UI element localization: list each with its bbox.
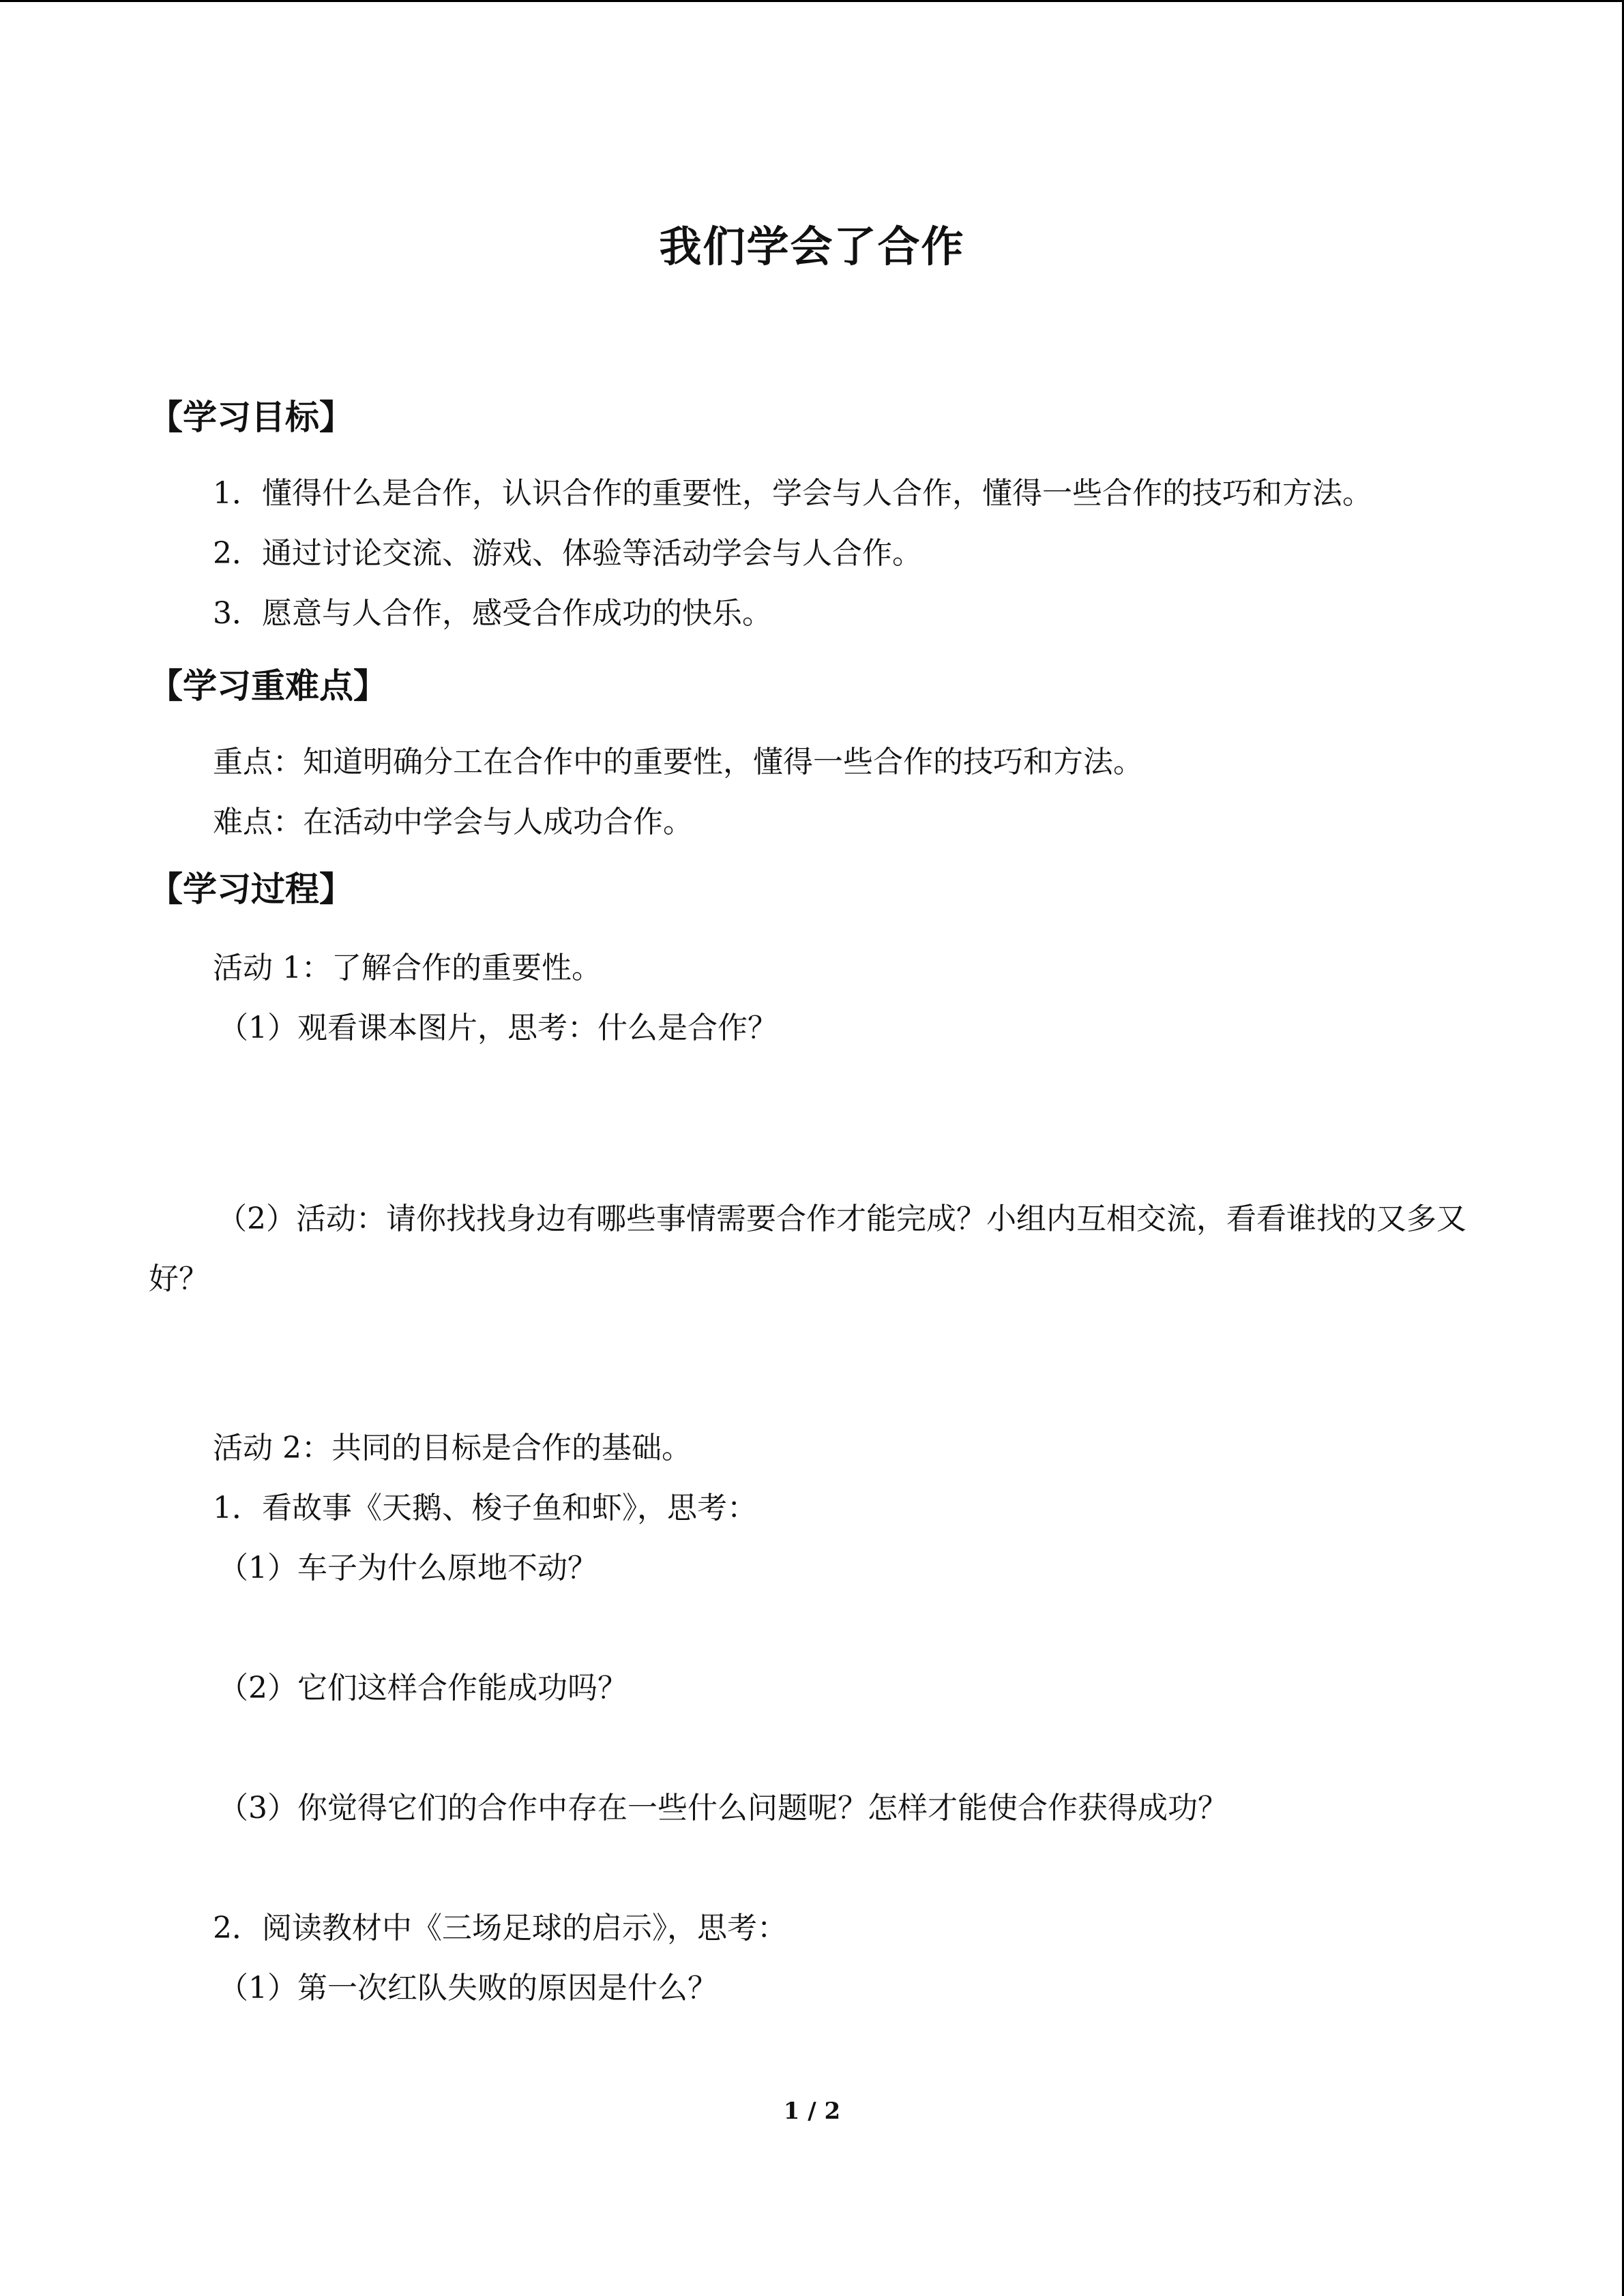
story-1-question-1: （1）车子为什么原地不动？ [218,1551,597,1585]
activity-2-title: 活动 2：共同的目标是合作的基础。 [213,1431,692,1465]
activity-1-question-2: （2）活动：请你找找身边有哪些事情需要合作才能完成？小组内互相交流，看看谁找的又多又好？ [149,1202,1466,1296]
page-top-border [0,0,1624,2]
heading-key-points: 【学习重难点】 [149,666,387,706]
story-1-prompt: 1．看故事《天鹅、梭子鱼和虾》，思考： [213,1491,757,1525]
story-1-question-3: （3）你觉得它们的合作中存在一些什么问题呢？怎样才能使合作获得成功？ [218,1791,1228,1825]
heading-learning-process: 【学习过程】 [149,869,353,909]
heading-learning-goals: 【学习目标】 [149,397,353,437]
goal-item-2: 2．通过讨论交流、游戏、体验等活动学会与人合作。 [213,536,922,571]
story-1-question-2: （2）它们这样合作能成功吗？ [218,1671,628,1705]
story-2-question-1: （1）第一次红队失败的原因是什么？ [218,1971,718,2006]
goal-item-3: 3．愿意与人合作，感受合作成功的快乐。 [213,596,772,631]
goal-item-1: 1．懂得什么是合作，认识合作的重要性，学会与人合作，懂得一些合作的技巧和方法。 [213,476,1372,511]
key-point: 重点：知道明确分工在合作中的重要性，懂得一些合作的技巧和方法。 [213,745,1143,779]
activity-1-question-1: （1）观看课本图片，思考：什么是合作？ [218,1011,778,1045]
difficult-point: 难点：在活动中学会与人成功合作。 [213,805,693,839]
activity-1-title: 活动 1：了解合作的重要性。 [213,951,602,985]
page-number: 1 / 2 [783,2098,841,2125]
document-title: 我们学会了合作 [659,222,965,271]
story-2-prompt: 2．阅读教材中《三场足球的启示》，思考： [213,1911,787,1945]
